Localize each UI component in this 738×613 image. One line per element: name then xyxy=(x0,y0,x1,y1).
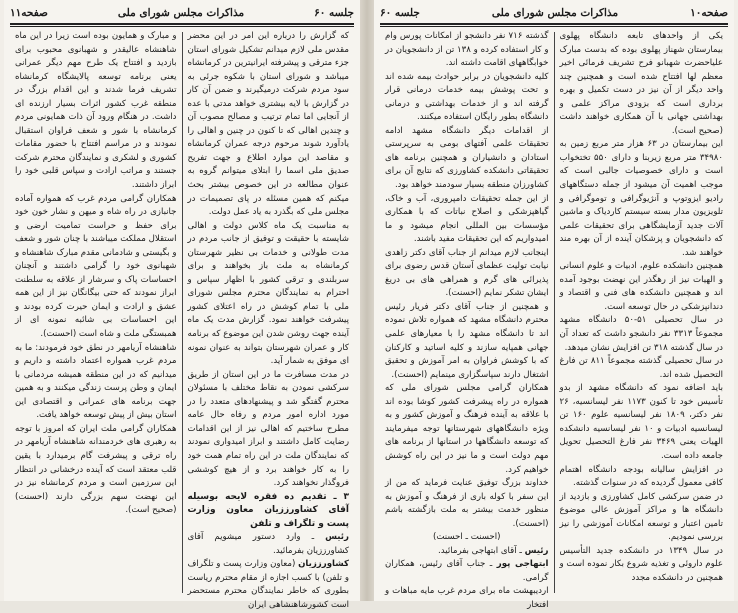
paragraph-text: اینجانب لازم میدانم از جناب آقای دکتر زاهدی نیابت تولیت عظمای آستان قدس رضوی برای پذیرائی های گرم و همراهی های بی دریغ ایشان تشکر نمایم (احسنت). xyxy=(385,247,549,299)
paragraph-text: در سال تحصیلی گذشته مجموعاً ۸۱۱ تن فارغ التحصیل شده اند. xyxy=(559,356,723,380)
paragraph xyxy=(15,193,177,342)
session-label: صفحه۱۰ xyxy=(690,7,728,19)
page-number: جلسه ۶۰ xyxy=(380,7,420,19)
paragraph xyxy=(385,301,549,382)
paragraph-text: همچنین دانشکده علوم، ادبیات و علوم انسانی و الهیات نیز از رهگذر این نهضت بوجود آمده اند و همچنین دانشکده های فنی و اقتصاد و دندانپزشکی در حال توسعه است. xyxy=(559,261,723,312)
text-column-right xyxy=(183,30,355,610)
paragraph-text: ـ جناب آقای رئیس، همکاران گرامی. xyxy=(385,559,549,583)
paragraph xyxy=(188,220,350,369)
paragraph xyxy=(560,382,724,463)
paragraph xyxy=(560,355,724,382)
paragraph xyxy=(560,260,724,314)
paragraph xyxy=(188,531,350,558)
paragraph-text: و همچنین از جناب آقای دکتر فریار رئیس محترم دانشگاه مشهد که همواره تلاش نموده اند تا دانشگاه مشهد را با معیارهای علمی جهانی همپایه سازند و کلیه اساتید و کارکنان که با کوشش فراوان به امر آموزش و تحقیق اشتغال دارند سپاسگزاری مینمایم (احسنت). xyxy=(385,301,549,380)
text-column-right xyxy=(555,30,729,595)
session-label: جلسه ۶۰ xyxy=(314,7,354,19)
paragraph xyxy=(385,71,549,125)
paragraph xyxy=(385,545,549,559)
paragraph-text: همکاران گرامی مجلس شورای ملی که همواره در راه پیشرفت کشور کوشا بوده اند با علاقه به آینده فرهنگ و آموزش کشور و به ویژه دانشگاههای شهرستانها توجه میفرمایند که توسعه دانشگاهها در استانها از برنامه های مهم دولت است و ما نیز در این راه کوشش خواهیم کرد. xyxy=(385,383,549,475)
paragraph xyxy=(188,558,350,612)
paragraph-text: (معاون وزارت پست و تلگراف و تلفن) با کسب اجازه از مقام محترم ریاست بطوری که خاطر نمایندگان محترم مستحضر است کشورشاهنشاهی ایران xyxy=(187,559,349,610)
speaker-name: ابتهاجی پور xyxy=(496,559,549,570)
paragraph-text: خداوند بزرگ توفیق عنایت فرماید که من از این سفر با کوله باری از فرهنگ و آموزش به منظور خدمت بیشتر به ملت بازگشته باشم (احسنت). xyxy=(385,478,549,529)
section-heading xyxy=(188,491,350,532)
paragraph xyxy=(15,342,177,423)
paragraph-text: یکی از واحدهای تابعه دانشگاه پهلوی بیمارستان شهناز پهلوی بوده که بدست مبارک علیاحضرت شهبانو فرح تشریف فرمائی اخیر معظم لها افتتاح شده است و همچنین چند واحد دیگر از آن نیز در دست تکمیل و بهره برداری است که بزودی مراکز علمی و بهداشتی جهانی با آن همکاری خواهند داشت (صحیح است). xyxy=(559,31,723,136)
paragraph-text: باید اضافه نمود که دانشگاه مشهد از بدو تأسیس خود تا کنون ۱۱۷۳ نفر لیسانسیه، ۲۶ نفر دکتر، ۱۸۰۹ نفر لیسانسیه علوم ۱۶۰ تن لیسانسیه ادبیات و ۱۰ نفر لیسانسیه دانشکده الهیات یعنی ۳۴۶۹ نفر فارغ التحصیل تحویل جامعه داده است. xyxy=(559,383,723,461)
paragraph xyxy=(15,30,177,193)
paragraph-text: این بیمارستان در ۶۳ هزار متر مربع زمین به ۳۴۹۸۰ متر مربع زیربنا و دارای ۵۵۰ تختخواب است و دارای خصوصیات جالبی است که موجب اهمیت آن میشود از جمله دستگاههای رادیو ایزوتوپ و آنژیوگرافی و توموگرافی و تلویزیون مدار بسته سیستم کاردیاک و ماشین آلات جدید آزمایشگاهی برای تحقیقات علمی که دانشجویان و پزشکان آینده از آن بهره مند خواهند شد. xyxy=(559,139,724,258)
paragraph-text: گذشته ۷۱۶ نفر دانشجو از امکانات پورس وام و کار استفاده کرده و ۱۳۸ تن از دانشجویان در خوابگاههای اقامت داشته اند. xyxy=(385,31,549,69)
paragraph-text: در افزایش سالیانه بودجه دانشگاه اهتمام کافی معمول گردیده که در سنوات گذشته. xyxy=(559,464,723,489)
paragraph xyxy=(385,247,549,301)
column-container xyxy=(10,30,354,610)
applause-line xyxy=(385,531,549,545)
paragraph xyxy=(385,193,549,247)
paragraph-text: (احسنت ـ احسنت) xyxy=(433,532,501,543)
paragraph-text: و مبارک و همایون بوده است زیرا در این ماه شاهنشاه عالیقدر و شهبانوی محبوب برای بازدید و افتتاح یک طرح مهم دیگر عمرانی یعنی برنامه توسعه پالایشگاه کرمانشاه تشریف فرما شدند و این اقدام بزرگ در منطقه غرب کشور اثرات بسیار ارزنده ای داشت. در هنگام ورود آن ذات همایونی مردم کرمانشاه با شور و شعف فراوان استقبال نمودند و در مراسم افتتاح با حضور مقامات کشوری و لشکری و نمایندگان محترم شرکت جستند و مراتب ارادت و سپاس قلبی خود را ابراز داشتند. xyxy=(15,31,177,191)
paragraph xyxy=(385,125,549,193)
paragraph-text: در سال ۱۳۴۹ در دانشکده جدید التأسیس علوم داروئی و تغذیه شروع بکار نموده است و همچنین در دانشکده مجدد xyxy=(559,545,723,583)
paragraph-text: که گزارش را درباره این امر در این محضر مقدس ملی لازم میدانم تشکیل شورای استان جزء مترقی و پیشرفته ایرانیترین در کرمانشاه میباشد و شورای استان با شکوه جرئی به سود مردم شرکت درمیگیرند و ضمن آن کار در گزارش با لایه بیشتری خواهد مدتی با عده از آنجایی اما تمام ترتیب و مصالح مصوب آن و چندین اهالی که تا کنون در چنین و اهالی را یادآورد شوند مرحوم درجه عمران کرمانشاه و مقاصد این موارد اطلاع و جهت تفریح صدیق ملی اسما را ابتلای میتوانم گروه به عنوان مطالعه در این خصوص بیشتر بحث میکنم که همین مسئله در پای تصمیمات در مجلس ملی که بگذرد به یاد عمل دولت. xyxy=(187,31,349,218)
column-container xyxy=(380,30,728,610)
speaker-name: رئیس xyxy=(325,532,349,543)
paragraph-text: به مناسبت یک ماه کلاس دولت و اهالی شایسته با حقیقت و توفیق از جانب مردم در مدت طولانی و خدمات بی نظیر شهرستان کرمانشاه به ملت باز بخواهند و برای سربلندی و ترقی کشور با اظهار سپاس و احترام به نمایندگان محترم مجلس شورای ملی با تمام کوشش در راه اعتلای کشور پیشرفت خواهند نمود. گزارش مدت یک ماه آینده جهت روشن شدن این موضوع که برنامه کار و عمران شهرستان بتواند به عنوان نمونه ای موفق به شمار آید. xyxy=(187,220,349,367)
speaker-name: رئیس xyxy=(524,545,549,556)
page-number: صفحه۱۱ xyxy=(10,7,48,19)
paragraph-text: از این جمله تحقیقات دامپروری، آب و خاک، گیاهپزشکی و اصلاح نباتات که با همکاری مؤسسات بین المللی انجام میشود و ما امیدواریم که این تحقیقات مفید باشند. xyxy=(385,193,549,245)
paragraph-text: کلیه دانشجویان در برابر حوادث بیمه شده اند و تحت پوشش بیمه خدمات درمانی قرار گرفته اند و از خدمات بهداشتی و درمانی دانشگاه بطور رایگان استفاده میکنند. xyxy=(385,71,549,123)
paragraph-text: در سال تحصیلی ۵۱-۵۰ دانشگاه مشهد مجموعاً ۳۳۱۳ نفر دانشجو داشت که تعداد آن در سال گذشته ۳۱۸ تن افزایش نشان میدهد. xyxy=(559,315,723,353)
paragraph-text: همکاران گرامی مردم غرب که همواره آماده جانبازی در راه شاه و میهن و نشار خون خود برای حفظ و حراست تمامیت ارضی و استقلال مملکت میباشند با چنان شور و شعف و بگیستی و شادمانی مقدم مبارک شاهنشاه و شهبانوی خود را گرامی داشتند و آنچنان احساسات پاک و سرشار از علاقه به سلطنت ابراز نمودند که حتی بیگانگان نیز از این همه عشق و ارادت و ایمان حیرت کرده بودند و این احساسات بی شائبه نمونه ای از همبستگی ملت و شاه است (احسنت). xyxy=(15,193,177,340)
paragraph xyxy=(385,477,549,531)
paragraph xyxy=(385,30,549,71)
paragraph xyxy=(188,369,350,491)
page-header xyxy=(380,4,728,22)
header-rule xyxy=(10,23,354,27)
speaker-name: کشاورززیان xyxy=(298,559,350,570)
paragraph-text: در مدت مسافرت ما در این استان از طریق سرکشی نمودن به نقاط مختلف با مسئولان محترم گفتگو شد و پیشنهادهای متعدد را در مورد اداره امور مردم و رفاه حال عامه مطرح ساختیم که اهالی نیز از این اقدامات رضایت کامل داشتند و ابراز امیدواری نمودند که نمایندگان ملت در این راه تمام همت خود را به کار خواهند برد و از هیچ کوششی فروگذار نخواهند کرد. xyxy=(187,369,349,489)
paragraph xyxy=(560,464,724,491)
paragraph-text: همکاران گرامی ملت ایران که امروز با توجه به رهبری های خردمندانه شاهنشاه آریامهر در راه ترقی و پیشرفت گام برمیدارد با یقین قلب معتقد است که آینده درخشانی در انتظار این سرزمین است و مردم کرمانشاه نیز در این نهضت سهم بزرگی دارند (احسنت) (صحیح است). xyxy=(15,423,177,516)
paragraph-text: اردیبهشت ماه برای مردم غرب مایه مباهات و افتخار xyxy=(385,586,549,610)
page-header xyxy=(10,4,354,22)
paragraph xyxy=(188,30,350,220)
right-page xyxy=(374,0,734,610)
book-gutter xyxy=(360,0,374,601)
paragraph-text: ـ وارد دستور میشویم آقای کشاورززیان بفرمائید. xyxy=(187,532,349,556)
paragraph xyxy=(385,585,549,612)
paragraph xyxy=(560,545,724,586)
paragraph xyxy=(560,314,724,355)
left-page xyxy=(4,0,360,610)
paragraph xyxy=(15,423,177,518)
paragraph xyxy=(385,558,549,585)
text-column-left xyxy=(380,30,554,610)
paragraph-text: در ضمن سرکشی کامل کشاورزی و بازدید از دانشگاه ها و مراکز آموزش عالی موضوع تامین اعتبار و توسعه امکانات آموزشی را نیز بررسی نمودیم. xyxy=(559,491,723,543)
paragraph-text: از اقدامات دیگر دانشگاه مشهد ادامه تحقیقات علمی آفتهای بومی به سرپرستی استادان و دانشیاران و همچنین برنامه های تحقیقاتی دانشکده کشاورزی که نتایج آن برای کشاورزان منطقه بسیار سودمند خواهد بود. xyxy=(385,125,549,191)
text-column-left xyxy=(10,30,182,595)
paragraph xyxy=(560,30,724,138)
paragraph xyxy=(560,138,724,260)
paragraph-text: ـ آقای ابتهاجی بفرمائید. xyxy=(438,545,522,556)
paragraph-text: شاهنشاه آریامهر در نطق خود فرمودند: ما به مردم غرب همواره اعتماد داشته و داریم و میدانیم که در این منطقه همیشه مردمانی با ایمان و وطن پرست زندگی میکنند و به همین جهت برنامه های عمرانی و اقتصادی این استان بیش از پیش توسعه خواهد یافت. xyxy=(15,342,177,421)
header-rule xyxy=(380,23,728,27)
paragraph xyxy=(560,491,724,545)
paragraph xyxy=(385,382,549,477)
paragraph-text: ۳ ـ تقدیم ده فقره لایحه بوسیله آقای کشاورززیان معاون وزارت پست و تلگراف و تلفن xyxy=(187,491,349,529)
publication-title: مذاکرات مجلس شورای ملی xyxy=(491,7,619,19)
publication-title: مذاکرات مجلس شورای ملی xyxy=(117,7,245,19)
